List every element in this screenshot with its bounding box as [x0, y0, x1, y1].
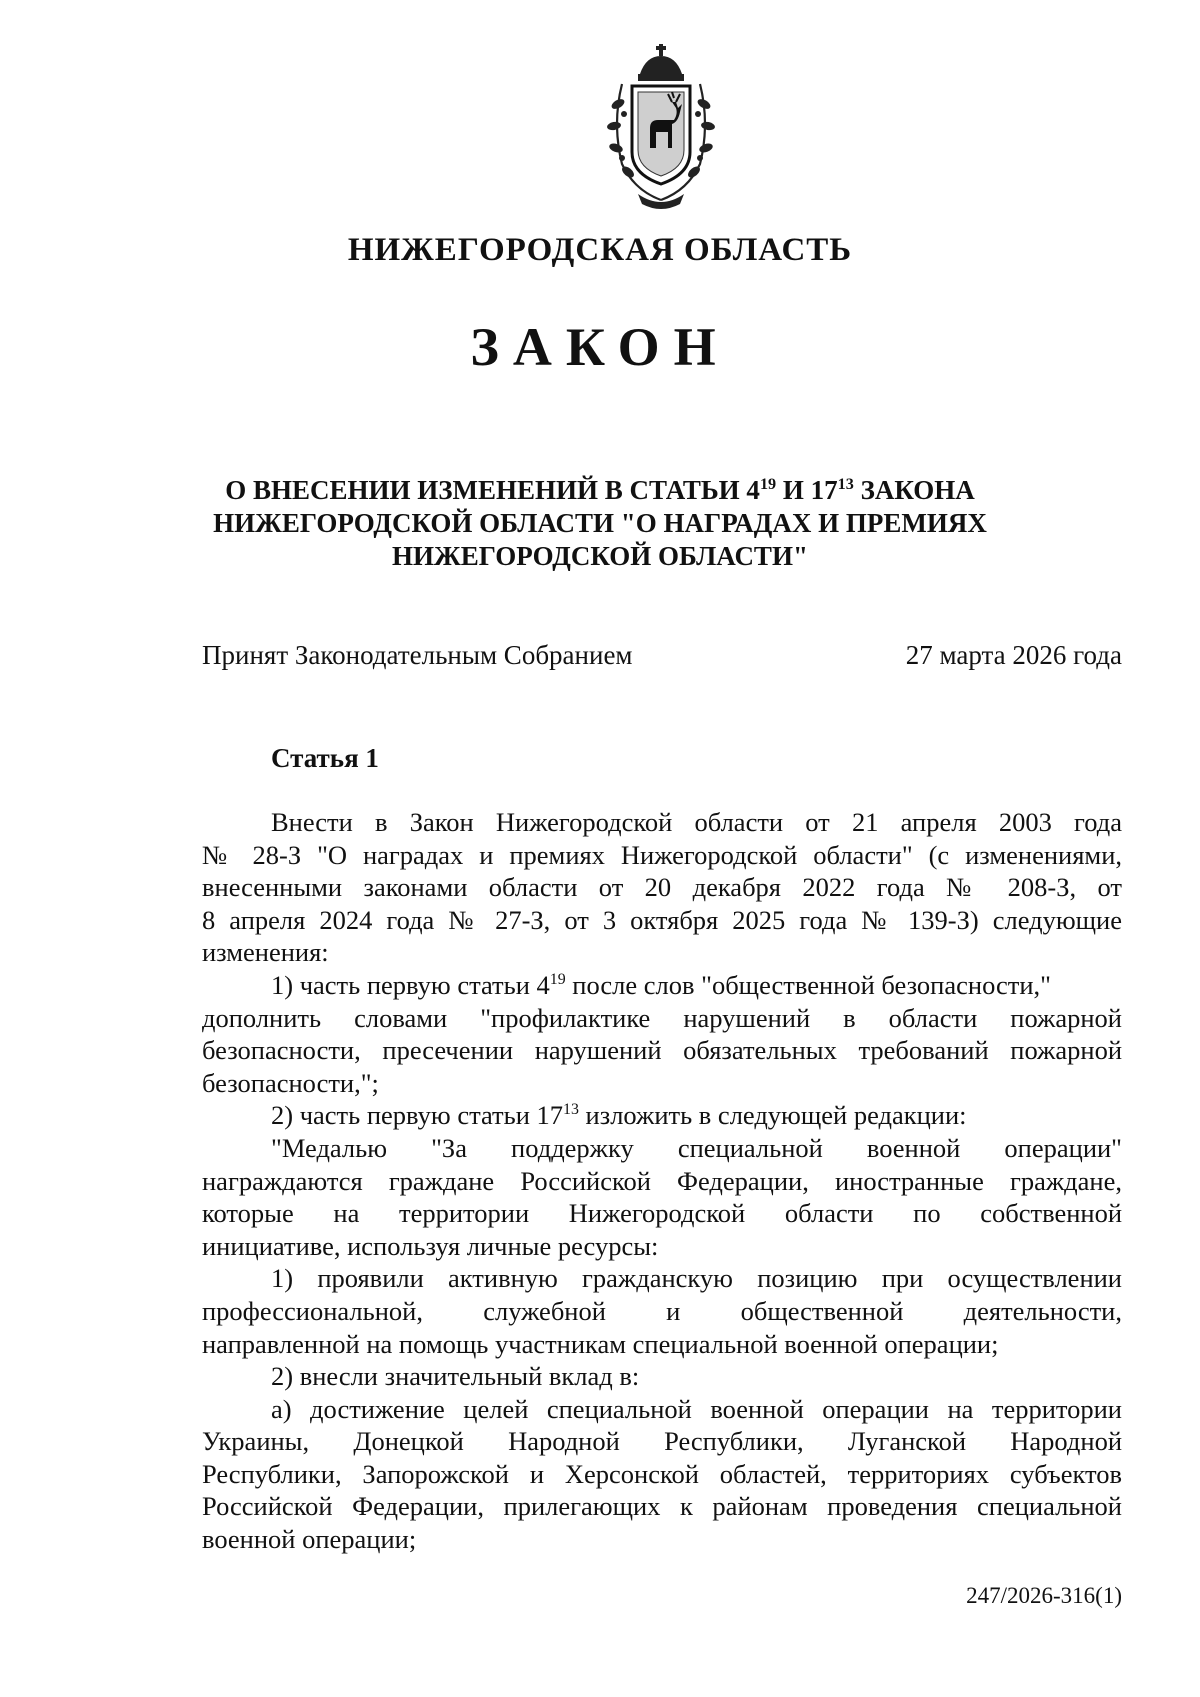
- document-number: 247/2026-316(1): [966, 1583, 1122, 1608]
- body-line: а) достижение целей специальной военной операции на территории: [271, 1393, 1122, 1424]
- body-line: 2) внесли значительный вклад в:: [271, 1361, 640, 1392]
- body-line: безопасности,";: [202, 1067, 379, 1098]
- body-line: изменения:: [202, 937, 329, 968]
- adoption-line: [202, 640, 1122, 671]
- body-line: Внести в Закон Нижегородской области от 21 апреля 2003 года: [271, 807, 1122, 837]
- article-heading: Статья 1: [271, 743, 379, 773]
- adoption-date: 27 марта 2026 года: [905, 640, 1122, 670]
- law-title: [150, 474, 1050, 573]
- body-line: 1) проявили активную гражданскую позицию при осуществлении: [271, 1263, 1122, 1294]
- body-line: дополнить словами "профилактике нарушений в области пожарной: [202, 1002, 1122, 1033]
- article-body: [202, 806, 1122, 1556]
- adopted-by: Принят Законодательным Собранием: [202, 640, 633, 670]
- body-line: безопасности, пресечении нарушений обязательных требований пожарной: [202, 1035, 1122, 1066]
- body-line: 2) часть первую статьи $17^{13}$ изложить в следующей редакции:: [271, 1100, 967, 1131]
- region-name: НИЖЕГОРОДСКАЯ ОБЛАСТЬ: [347, 232, 853, 268]
- body-line: "Медалью "За поддержку специальной военной операции": [271, 1132, 1122, 1163]
- law-title-line: НИЖЕГОРОДСКОЙ ОБЛАСТИ": [392, 541, 808, 571]
- body-line: № 28-З "О наградах и премиях Нижегородской области" (с изменениями,: [202, 839, 1122, 870]
- body-line: 8 апреля 2024 года № 27-З, от 3 октября 2025 года № 139-З) следующие: [202, 904, 1122, 935]
- document-type: ЗАКОН: [470, 317, 730, 377]
- body-line: Украины, Донецкой Народной Республики, Луганской Народной: [202, 1426, 1122, 1457]
- body-line: 1) часть первую статьи $4^{19}$ после слов "общественной безопасности,": [271, 969, 1051, 1000]
- body-line: внесенными законами области от 20 декабря 2022 года № 208-З, от: [202, 872, 1122, 903]
- law-title-line: О ВНЕСЕНИИ ИЗМЕНЕНИЙ В СТАТЬИ $4^{19}$ И $17^{13}$ ЗАКОНА: [225, 475, 975, 505]
- body-line: профессиональной, служебной и общественной деятельности,: [202, 1295, 1122, 1326]
- body-line: направленной на помощь участникам специальной военной операции;: [202, 1328, 999, 1359]
- law-title-line: НИЖЕГОРОДСКОЙ ОБЛАСТИ "О НАГРАДАХ И ПРЕМИЯХ: [213, 508, 987, 538]
- body-line: Республики, Запорожской и Херсонской областей, территориях субъектов: [202, 1458, 1122, 1489]
- body-line: награждаются граждане Российской Федерации, иностранные граждане,: [202, 1165, 1122, 1196]
- body-line: военной операции;: [202, 1524, 417, 1555]
- body-line: Российской Федерации, прилегающих к районам проведения специальной: [202, 1491, 1122, 1522]
- coat-of-arms-emblem: [588, 44, 734, 210]
- body-line: инициативе, используя личные ресурсы:: [202, 1230, 659, 1261]
- body-line: которые на территории Нижегородской области по собственной: [202, 1198, 1122, 1229]
